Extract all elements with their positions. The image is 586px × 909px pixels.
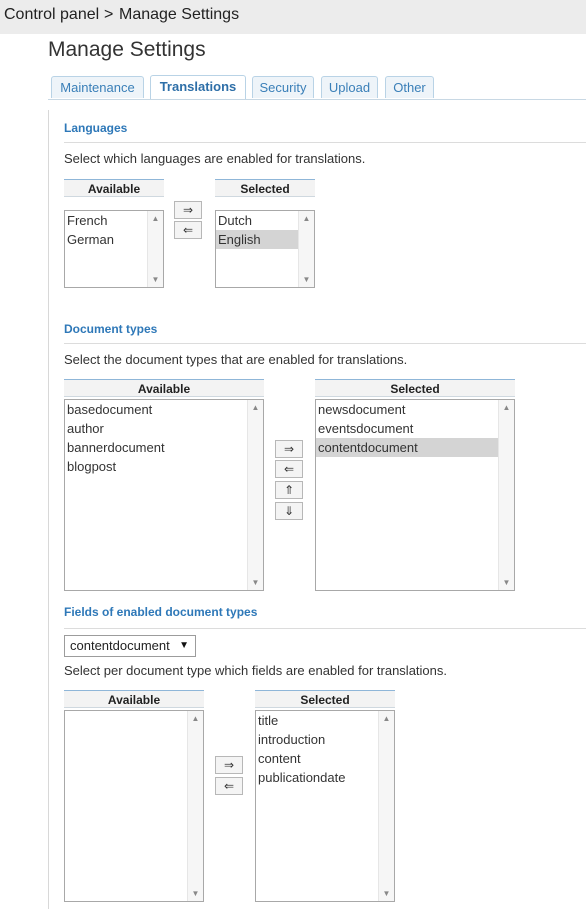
scroll-up-arrow-icon[interactable]: ▲ — [151, 214, 160, 223]
languages-selected-list[interactable] — [215, 210, 315, 288]
breadcrumb-bar — [0, 0, 586, 34]
doc-types-selected-header: Selected — [315, 379, 515, 397]
tab-translations[interactable]: Translations — [150, 75, 246, 99]
tab-other[interactable]: Other — [385, 76, 434, 98]
doc-types-remove-button[interactable]: ⇐ — [275, 460, 303, 478]
scroll-down-arrow-icon[interactable]: ▼ — [191, 889, 200, 898]
scroll-up-arrow-icon[interactable]: ▲ — [302, 214, 311, 223]
scrollbar[interactable] — [247, 400, 263, 590]
scroll-down-arrow-icon[interactable]: ▼ — [151, 275, 160, 284]
fields-available-list[interactable] — [64, 710, 204, 902]
fields-divider — [64, 628, 586, 629]
scrollbar[interactable] — [378, 711, 394, 901]
fields-remove-button[interactable]: ⇐ — [215, 777, 243, 795]
languages-section-title: Languages — [64, 121, 128, 135]
scrollbar[interactable] — [147, 211, 163, 287]
doc-types-section-title: Document types — [64, 322, 158, 336]
content-left-border — [48, 110, 49, 909]
list-item[interactable]: German — [67, 232, 114, 247]
languages-available-header: Available — [64, 179, 164, 197]
doc-types-move-up-button[interactable]: ⇑ — [275, 481, 303, 499]
doc-types-description: Select the document types that are enabled for translations. — [64, 352, 408, 367]
scroll-down-arrow-icon[interactable]: ▼ — [302, 275, 311, 284]
tab-upload[interactable]: Upload — [321, 76, 378, 98]
fields-selected-header: Selected — [255, 690, 395, 708]
scrollbar[interactable] — [298, 211, 314, 287]
scroll-down-arrow-icon[interactable]: ▼ — [502, 578, 511, 587]
doc-types-move-down-button[interactable]: ⇓ — [275, 502, 303, 520]
list-item[interactable]: eventsdocument — [318, 421, 414, 436]
list-item[interactable]: basedocument — [67, 402, 153, 417]
list-item[interactable]: introduction — [258, 732, 326, 747]
languages-divider — [64, 142, 586, 143]
page-title: Manage Settings — [48, 38, 206, 61]
languages-add-button[interactable]: ⇒ — [174, 201, 202, 219]
fields-section-title: Fields of enabled document types — [64, 605, 258, 619]
fields-available-header: Available — [64, 690, 204, 708]
dropdown-value: contentdocument — [70, 638, 170, 653]
list-item[interactable]: newsdocument — [318, 402, 406, 417]
list-item[interactable]: publicationdate — [258, 770, 346, 785]
scroll-up-arrow-icon[interactable]: ▲ — [382, 714, 391, 723]
languages-description: Select which languages are enabled for translations. — [64, 151, 366, 166]
doc-types-add-button[interactable]: ⇒ — [275, 440, 303, 458]
scroll-up-arrow-icon[interactable]: ▲ — [251, 403, 260, 412]
list-item-selected[interactable]: English — [216, 230, 298, 249]
breadcrumb-current: Manage Settings — [119, 6, 240, 23]
breadcrumb-separator-icon: > — [104, 6, 114, 23]
scrollbar[interactable] — [187, 711, 203, 901]
doc-types-selected-list[interactable] — [315, 399, 515, 591]
doc-types-available-list[interactable] — [64, 399, 264, 591]
languages-available-list[interactable] — [64, 210, 164, 288]
scroll-down-arrow-icon[interactable]: ▼ — [382, 889, 391, 898]
list-item[interactable]: French — [67, 213, 108, 228]
list-item[interactable]: author — [67, 421, 104, 436]
scroll-up-arrow-icon[interactable]: ▲ — [191, 714, 200, 723]
languages-selected-header: Selected — [215, 179, 315, 197]
scroll-down-arrow-icon[interactable]: ▼ — [251, 578, 260, 587]
tab-security[interactable]: Security — [252, 76, 314, 98]
document-type-dropdown[interactable] — [64, 635, 196, 657]
list-item[interactable]: Dutch — [218, 213, 252, 228]
scrollbar[interactable] — [498, 400, 514, 590]
fields-selected-list[interactable] — [255, 710, 395, 902]
doc-types-divider — [64, 343, 586, 344]
caret-down-icon: ▼ — [179, 640, 189, 651]
tab-maintenance[interactable]: Maintenance — [51, 76, 144, 98]
list-item[interactable]: bannerdocument — [67, 440, 165, 455]
fields-add-button[interactable]: ⇒ — [215, 756, 243, 774]
breadcrumb-root[interactable]: Control panel — [4, 6, 100, 23]
list-item-selected[interactable]: contentdocument — [316, 438, 498, 457]
doc-types-available-header: Available — [64, 379, 264, 397]
scroll-up-arrow-icon[interactable]: ▲ — [502, 403, 511, 412]
list-item[interactable]: content — [258, 751, 301, 766]
fields-description: Select per document type which fields are enabled for translations. — [64, 663, 447, 678]
tab-underline — [48, 99, 586, 100]
list-item[interactable]: title — [258, 713, 279, 728]
languages-remove-button[interactable]: ⇐ — [174, 221, 202, 239]
list-item[interactable]: blogpost — [67, 459, 117, 474]
